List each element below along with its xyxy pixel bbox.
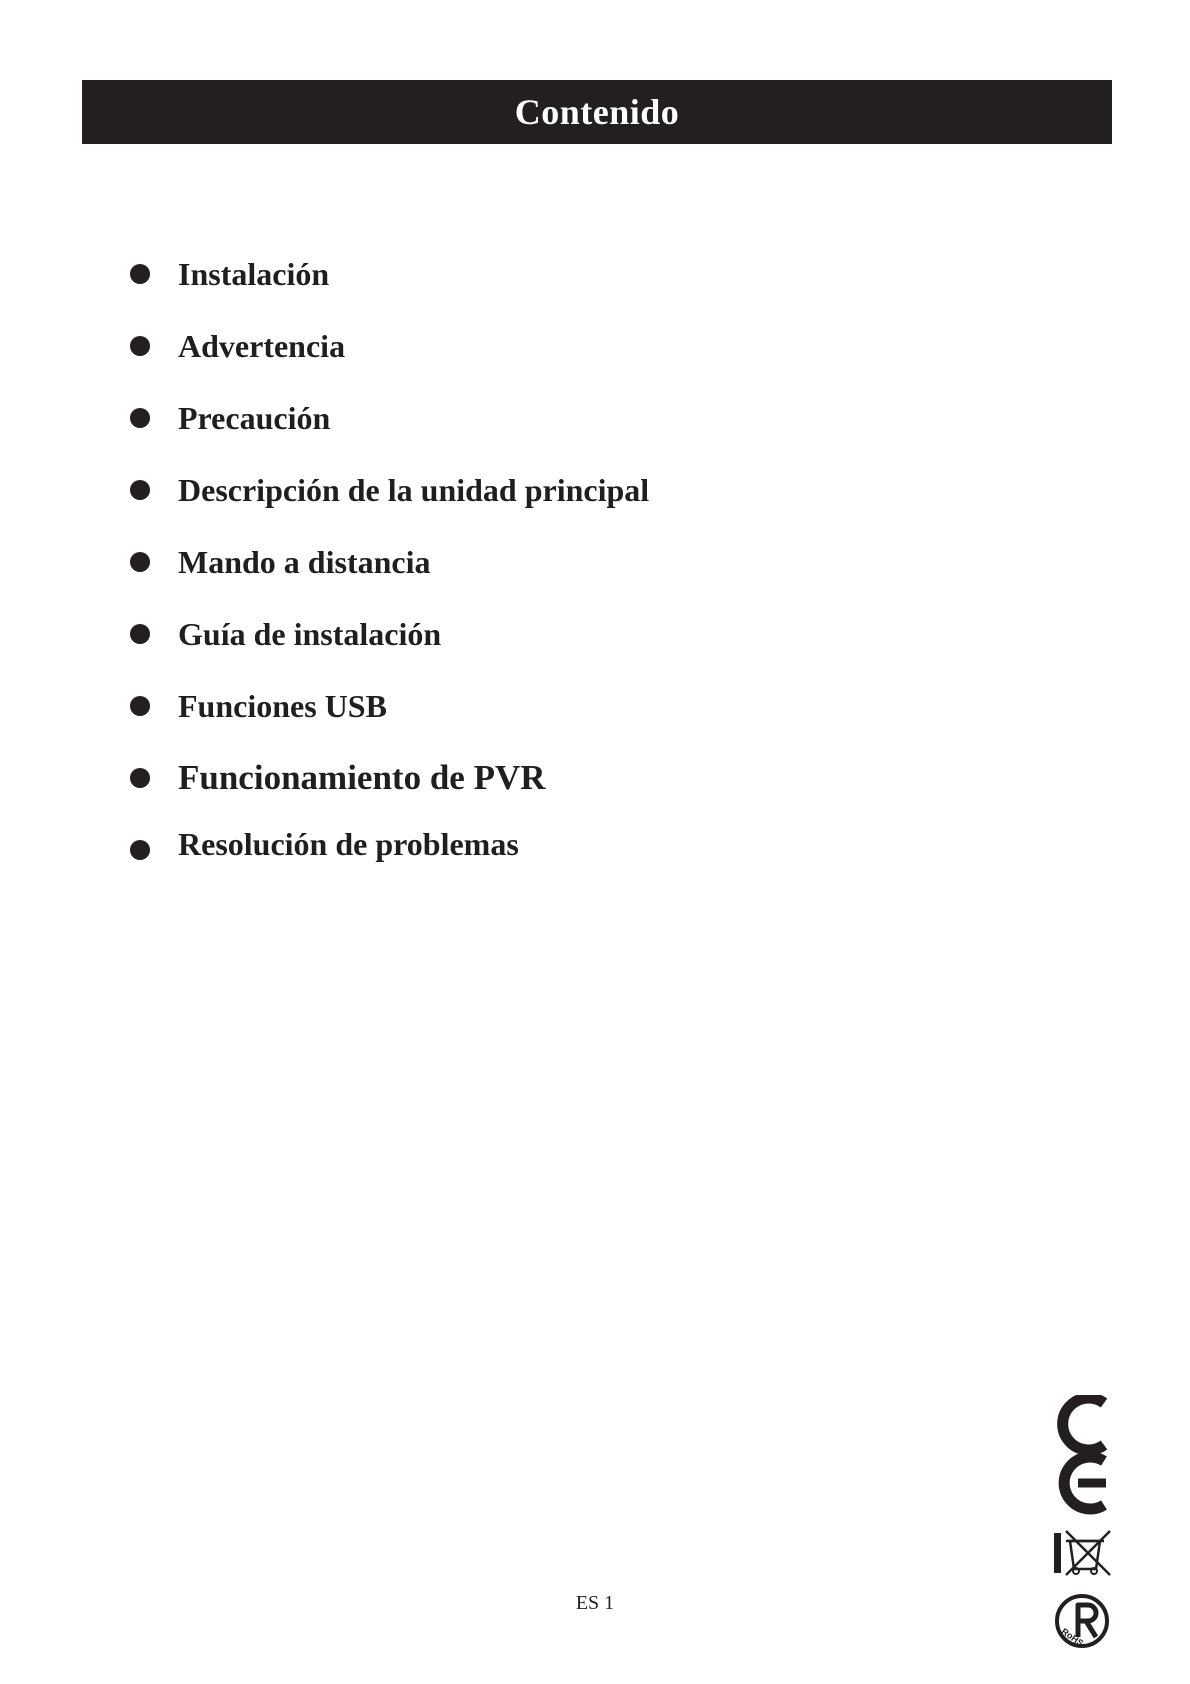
- toc-item-label: Funciones USB: [178, 687, 387, 724]
- toc-item-label: Precaución: [178, 399, 331, 436]
- svg-text:RoHS: RoHS: [1059, 1626, 1086, 1649]
- bullet-icon: [130, 336, 150, 356]
- header-bar: [82, 80, 1112, 144]
- toc-item-label: Funcionamiento de PVR: [178, 758, 546, 797]
- page-title: Contenido: [514, 92, 680, 132]
- toc-item-usb: [130, 670, 649, 742]
- bullet-icon: [130, 480, 150, 500]
- bullet-icon: [130, 552, 150, 572]
- page-number: ES 1: [575, 1592, 615, 1614]
- bullet-icon: [130, 696, 150, 716]
- toc-item-label: Mando a distancia: [178, 543, 431, 580]
- bullet-icon: [130, 624, 150, 644]
- toc-item-advertencia: [130, 310, 649, 382]
- bullet-icon: [130, 840, 150, 860]
- toc-item-pvr: [130, 742, 649, 814]
- table-of-contents: [130, 238, 649, 874]
- toc-item-instalacion: [130, 238, 649, 310]
- compliance-marks: [1052, 1395, 1116, 1665]
- bullet-icon: [130, 264, 150, 284]
- toc-item-descripcion: [130, 454, 649, 526]
- bullet-icon: [130, 768, 150, 788]
- toc-item-mando: [130, 526, 649, 598]
- toc-item-label: Resolución de problemas: [178, 825, 519, 862]
- bullet-icon: [130, 408, 150, 428]
- weee-bin-icon: [1052, 1529, 1116, 1577]
- toc-item-label: Descripción de la unidad principal: [178, 471, 650, 508]
- toc-item-label: Guía de instalación: [178, 615, 442, 652]
- ce-mark-icon: [1052, 1395, 1112, 1515]
- toc-item-guia: [130, 598, 649, 670]
- toc-item-precaucion: [130, 382, 649, 454]
- toc-item-problemas: [130, 814, 649, 874]
- toc-item-label: Instalación: [178, 255, 330, 292]
- toc-item-label: Advertencia: [178, 327, 346, 364]
